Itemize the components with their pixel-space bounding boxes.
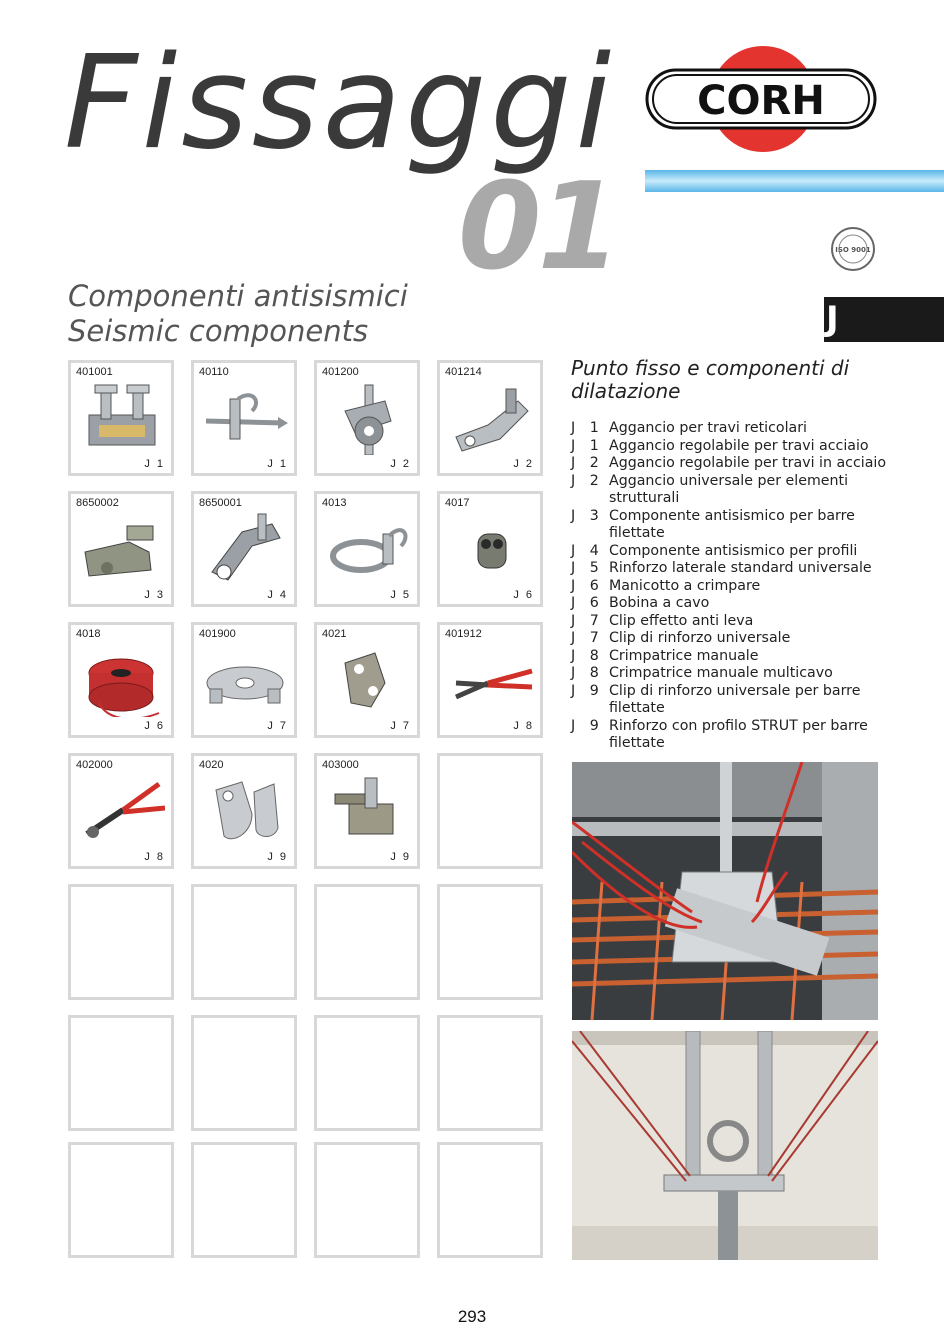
product-code: 40110 bbox=[199, 366, 229, 378]
product-ref: J 9 bbox=[267, 851, 288, 863]
rod-bracket-icon bbox=[79, 512, 165, 586]
list-item bbox=[571, 543, 911, 561]
product-card bbox=[314, 491, 420, 607]
list-item bbox=[571, 613, 911, 631]
empty-product-cell bbox=[191, 1142, 297, 1258]
section-tab: J bbox=[824, 297, 944, 342]
crimper-icon bbox=[448, 643, 534, 717]
brand-name: CORH bbox=[697, 78, 825, 124]
product-card bbox=[314, 622, 420, 738]
product-ref: J 1 bbox=[144, 458, 165, 470]
list-item-text: Rinforzo con profilo STRUT per barre filettate bbox=[609, 717, 868, 751]
product-ref: J 6 bbox=[144, 720, 165, 732]
corh-logo bbox=[645, 44, 877, 154]
list-item-ref: J 2 bbox=[571, 455, 604, 471]
profile-bracket-icon bbox=[202, 512, 288, 586]
product-card bbox=[437, 360, 543, 476]
product-card bbox=[437, 491, 543, 607]
product-ref: J 1 bbox=[267, 458, 288, 470]
universal-bracket-icon bbox=[448, 381, 534, 455]
product-code: 8650001 bbox=[199, 497, 242, 509]
product-ref: J 8 bbox=[144, 851, 165, 863]
list-item-ref: J 8 bbox=[571, 647, 604, 664]
product-code: 401200 bbox=[322, 366, 359, 378]
product-card bbox=[68, 491, 174, 607]
product-code: 401900 bbox=[199, 628, 236, 640]
list-item-ref: J 7 bbox=[571, 630, 604, 646]
product-card bbox=[191, 491, 297, 607]
list-item-ref: J 8 bbox=[571, 665, 604, 681]
swivel-clamp-icon bbox=[325, 381, 411, 455]
chapter-number: 01 bbox=[458, 158, 617, 297]
list-item-ref: J 3 bbox=[571, 507, 604, 524]
list-item-text: Componente antisismico per profili bbox=[609, 542, 858, 559]
product-card bbox=[191, 360, 297, 476]
list-item-text: Crimpatrice manuale bbox=[609, 647, 759, 664]
product-ref: J 7 bbox=[267, 720, 288, 732]
product-ref: J 8 bbox=[513, 720, 534, 732]
list-item-ref: J 4 bbox=[571, 542, 604, 559]
empty-product-cell bbox=[437, 1015, 543, 1131]
product-ref: J 4 bbox=[267, 589, 288, 601]
product-code: 401001 bbox=[76, 366, 113, 378]
list-item-text: Clip di rinforzo universale per barre filettate bbox=[609, 682, 861, 716]
list-item-ref: J 7 bbox=[571, 612, 604, 629]
product-ref: J 2 bbox=[513, 458, 534, 470]
component-list bbox=[571, 420, 911, 753]
list-item-ref: J 9 bbox=[571, 717, 604, 734]
list-item-text: Bobina a cavo bbox=[609, 595, 710, 611]
product-card bbox=[68, 753, 174, 869]
list-item-text: Clip di rinforzo universale bbox=[609, 630, 791, 646]
page-number: 293 bbox=[457, 1307, 487, 1326]
product-card bbox=[191, 753, 297, 869]
list-item bbox=[571, 630, 911, 648]
list-item bbox=[571, 508, 911, 543]
empty-product-cell bbox=[68, 1015, 174, 1131]
list-item-ref: J 5 bbox=[571, 560, 604, 576]
product-ref: J 5 bbox=[390, 589, 411, 601]
empty-product-cell bbox=[314, 1142, 420, 1258]
list-item-text: Aggancio per travi reticolari bbox=[609, 420, 807, 436]
product-code: 4018 bbox=[76, 628, 101, 640]
cable-reel-icon bbox=[79, 643, 165, 717]
product-card bbox=[68, 360, 174, 476]
empty-product-cell bbox=[437, 884, 543, 1000]
pipe-strut-installation-photo bbox=[572, 1031, 878, 1260]
product-ref: J 6 bbox=[513, 589, 534, 601]
list-item-text: Aggancio regolabile per travi acciaio bbox=[609, 437, 869, 454]
list-item bbox=[571, 473, 911, 508]
product-card bbox=[191, 622, 297, 738]
list-item-ref: J 1 bbox=[571, 420, 604, 436]
list-item-text: Rinforzo laterale standard universale bbox=[609, 560, 872, 576]
product-ref: J 2 bbox=[390, 458, 411, 470]
rod-clip-icon bbox=[202, 774, 288, 848]
strut-reinforcement-icon bbox=[325, 774, 411, 848]
page-title: Fissaggi bbox=[64, 29, 616, 178]
list-item-text: Manicotto a crimpare bbox=[609, 577, 761, 594]
list-item-text: Clip effetto anti leva bbox=[609, 612, 754, 629]
list-item-text: Aggancio regolabile per travi in acciaio bbox=[609, 455, 887, 471]
subtitle-italian: Componenti antisismici bbox=[68, 279, 408, 313]
multi-crimper-icon bbox=[79, 774, 165, 848]
product-card bbox=[314, 360, 420, 476]
empty-product-cell bbox=[314, 1015, 420, 1131]
list-item bbox=[571, 560, 911, 578]
empty-product-cell bbox=[191, 884, 297, 1000]
product-card bbox=[68, 622, 174, 738]
reinforcement-clip-icon bbox=[325, 643, 411, 717]
iso-badge-icon bbox=[830, 226, 876, 272]
subtitle-english: Seismic components bbox=[68, 314, 369, 348]
list-item bbox=[571, 420, 911, 438]
accent-bar bbox=[645, 170, 944, 192]
lateral-clamp-icon bbox=[325, 512, 411, 586]
product-ref: J 3 bbox=[144, 589, 165, 601]
list-item-ref: J 1 bbox=[571, 437, 604, 454]
product-code: 401214 bbox=[445, 366, 482, 378]
list-item-ref: J 6 bbox=[571, 577, 604, 594]
product-code: 4013 bbox=[322, 497, 347, 509]
product-code: 402000 bbox=[76, 759, 113, 771]
product-code: 403000 bbox=[322, 759, 359, 771]
list-item-ref: J 9 bbox=[571, 682, 604, 699]
product-card bbox=[314, 753, 420, 869]
product-code: 401912 bbox=[445, 628, 482, 640]
list-item bbox=[571, 665, 911, 683]
cable-tray-installation-photo bbox=[572, 762, 878, 1020]
anti-lever-clip-icon bbox=[202, 643, 288, 717]
product-code: 8650002 bbox=[76, 497, 119, 509]
list-item bbox=[571, 648, 911, 666]
product-code: 4020 bbox=[199, 759, 224, 771]
iso-badge-text: ISO 9001 bbox=[835, 246, 871, 254]
product-ref: J 9 bbox=[390, 851, 411, 863]
product-card bbox=[437, 622, 543, 738]
list-item bbox=[571, 455, 911, 473]
list-item bbox=[571, 595, 911, 613]
product-code: 4021 bbox=[322, 628, 347, 640]
product-code: 4017 bbox=[445, 497, 470, 509]
list-item-text: Crimpatrice manuale multicavo bbox=[609, 665, 833, 681]
list-item-ref: J 2 bbox=[571, 472, 604, 489]
empty-product-cell bbox=[437, 1142, 543, 1258]
list-item-ref: J 6 bbox=[571, 595, 604, 611]
list-item-text: Aggancio universale per elementi strutturali bbox=[609, 472, 849, 506]
list-item bbox=[571, 718, 911, 753]
empty-product-cell bbox=[191, 1015, 297, 1131]
empty-product-cell bbox=[68, 884, 174, 1000]
empty-product-cell bbox=[314, 884, 420, 1000]
truss-hook-icon bbox=[202, 381, 288, 455]
empty-product-cell bbox=[68, 1142, 174, 1258]
beam-clamp-icon bbox=[79, 381, 165, 455]
list-item bbox=[571, 438, 911, 456]
list-item-text: Componente antisismico per barre filettate bbox=[609, 507, 855, 541]
section-title: Punto fisso e componenti di dilatazione bbox=[571, 356, 850, 403]
list-item bbox=[571, 683, 911, 718]
crimp-sleeve-icon bbox=[448, 512, 534, 586]
product-ref: J 7 bbox=[390, 720, 411, 732]
list-item bbox=[571, 578, 911, 596]
empty-product-cell bbox=[437, 753, 543, 869]
